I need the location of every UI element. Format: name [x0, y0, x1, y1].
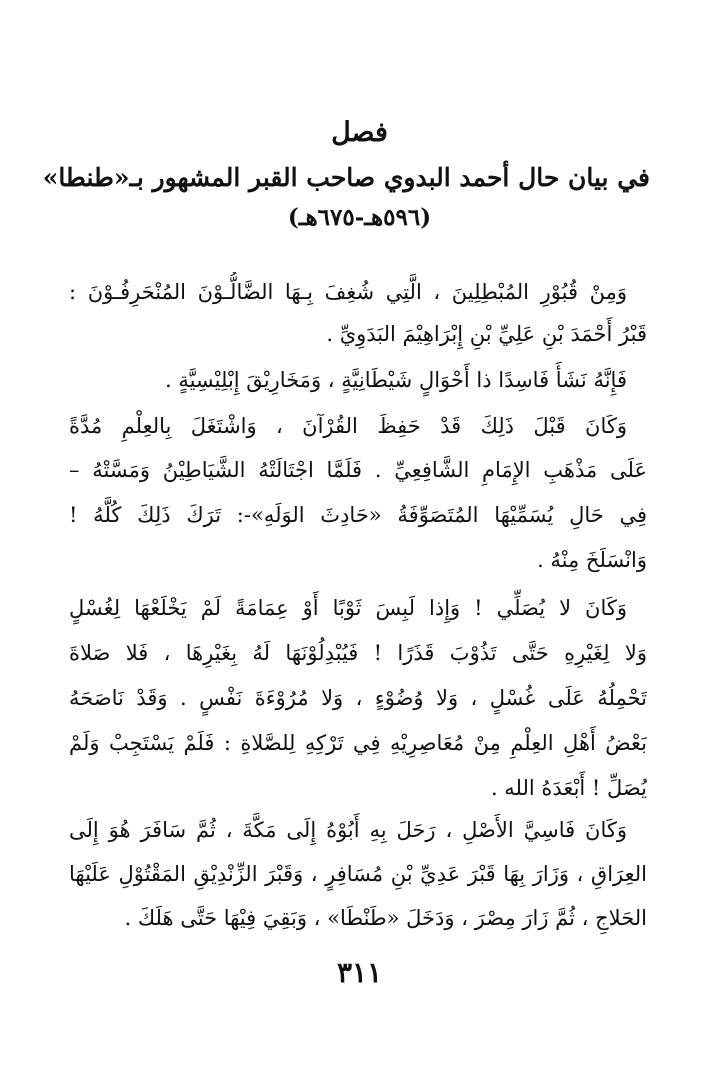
text-line: فِي حَالِ يُسَمِّيْهَا المُتَصَوِّفَةُ «حَادِثَ الوَلَهِ»-: تَرَكَ ذَلِكَ كُلَّهُ ! — [69, 503, 647, 527]
text-line: وَلا لِغَيْرِهِ حَتَّى تَذُوْبَ قَذَرًا ! فَيُبْدِلُوْنَهَا لَهُ بِغَيْرِهَا ، فَلا صَلاةَ — [69, 641, 647, 665]
page-number: ٣١١ — [336, 956, 383, 989]
text-line: قَبْرُ أَحْمَدَ بْنِ عَلِيِّ بْنِ إِبْرَاهِيْمَ البَدَوِيِّ . — [326, 322, 647, 346]
chapter-title: في بيان حال أحمد البدوي صاحب القبر المشهور بـ«طنطا» — [42, 163, 650, 192]
text-line: يُصَلِّ ! أَبْعَدَهُ الله . — [490, 776, 647, 800]
text-line: الحَلاجِ ، ثُمَّ زَارَ مِصْرَ ، وَدَخَلَ «طَنْطَا» ، وَبَقِيَ فِيْهَا حَتَّى هَلَكَ . — [124, 906, 647, 930]
text-line: تَحْمِلُهُ عَلَى غُسْلٍ ، وَلا وُضُوْءٍ ، وَلا مُرُوْءَةَ نَفْسٍ . وَقَدْ نَاصَحَهُ — [69, 686, 647, 710]
section-heading: فصل — [331, 117, 388, 148]
text-line: وَمِنْ قُبُوْرِ المُبْطِلِينَ ، الَّتِي شُغِفَ بِـهَا الضَّالُّـوْنَ المُنْحَرِفُـوْنَ : — [69, 280, 627, 304]
text-line: عَلَى مَذْهَبِ الإِمَامِ الشَّافِعِيِّ . فَلَمَّا اجْتَالَتْهُ الشَّيَاطِيْنُ وَمَسَّتْهُ – — [69, 458, 647, 482]
text-line: وَانْسَلَخَ مِنْهُ . — [537, 548, 647, 572]
text-line: العِرَاقِ ، وَزَارَ بِهَا قَبْرَ عَدِيِّ بْنِ مُسَافِرٍ ، وَقَبْرَ الزِّنْدِيْقِ المَقْتُوْلِ عَلَيْهَا — [69, 862, 647, 886]
chapter-dates: (٥٩٦هـ-٦٧٥هـ) — [287, 204, 432, 231]
text-line: وَكَانَ قَبْلَ ذَلِكَ قَدْ حَفِظَ القُرْآنَ ، وَاشْتَغَلَ بِالعِلْمِ مُدَّةً — [69, 414, 627, 438]
text-line: وَكَانَ فَاسِيَّ الأَصْلِ ، رَحَلَ بِهِ أَبُوْهُ إِلَى مَكَّةَ ، ثُمَّ سَافَرَ هُوَ إِلَى — [69, 818, 627, 842]
text-line: بَعْضُ أَهْلِ العِلْمِ مِنْ مُعَاصِرِيْهِ فِي تَرْكِهِ لِلصَّلاةِ : فَلَمْ يَسْتَجِبْ وَلَمْ — [69, 731, 647, 755]
text-line: وَكَانَ لا يُصَلِّي ! وَإِذا لَبِسَ ثَوْبًا أَوْ عِمَامَةً لَمْ يَخْلَعْهَا لِغُسْلٍ — [69, 596, 627, 620]
text-line: فَإِنَّهُ نَشَأَ فَاسِدًا ذا أَحْوَالٍ شَيْطَانِيَّةٍ ، وَمَخَارِيْقَ إِبْلِيْسِيَّةٍ . — [164, 368, 627, 392]
